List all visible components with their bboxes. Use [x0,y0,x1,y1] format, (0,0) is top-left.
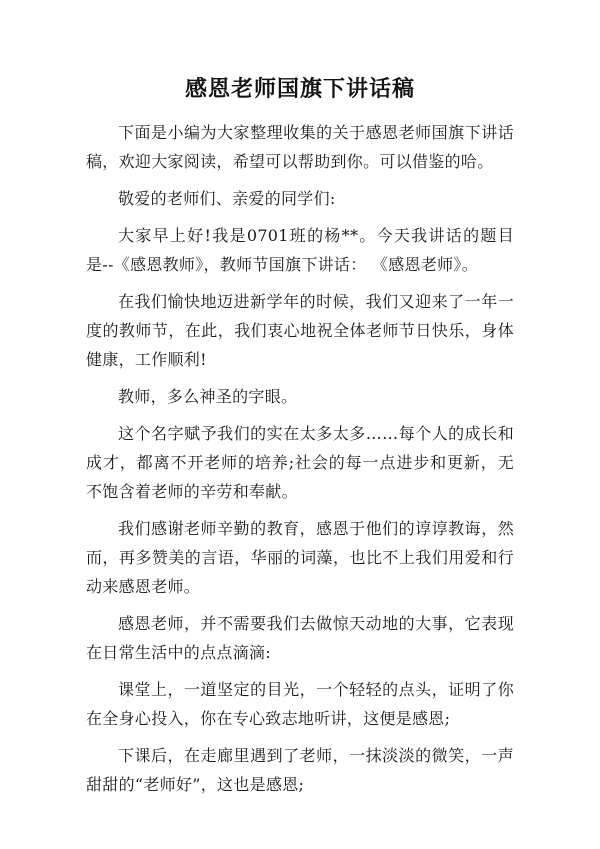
paragraph-sacred-word: 教师，多么神圣的字眼。 [118,387,298,406]
paragraph-in-class: 课堂上，一道坚定的目光，一个轻轻的点头，证明了你在全身心投入，你在专心致志地听讲，这便是感恩; [86,680,514,728]
paragraph-intro: 下面是小编为大家整理收集的关于感恩老师国旗下讲话稿，欢迎大家阅读，希望可以帮助到你。可以借鉴的哈。 [86,123,514,171]
document-title: 感恩老师国旗下讲话稿 [184,76,415,102]
paragraph-greeting: 敬爱的老师们、亲爱的同学们: [118,189,336,208]
paragraph-after-class: 下课后，在走廊里遇到了老师，一抹淡淡的微笑，一声甜甜的“老师好”，这也是感恩; [86,746,514,794]
paragraph-daily-life: 感恩老师，并不需要我们去做惊天动地的大事，它表现在日常生活中的点点滴滴: [86,614,514,662]
paragraph-self-introduction: 大家早上好!我是0701班的杨**。今天我讲话的题目是--《感恩教师》，教师节国旗下讲话： 《感恩老师》。 [86,226,514,274]
paragraph-growth: 这个名字赋予我们的实在太多太多……每个人的成长和成才，都离不开老师的培养;社会的每一点进步和更新，无不饱含着老师的辛劳和奉献。 [86,424,514,501]
paragraph-gratitude: 我们感谢老师辛勤的教育，感恩于他们的谆谆教诲，然而，再多赞美的言语，华丽的词藻，也比不上我们用爱和行动来感恩老师。 [86,519,514,596]
paragraph-teachers-day-wishes: 在我们愉快地迈进新学年的时候，我们又迎来了一年一度的教师节，在此，我们衷心地祝全体老师节日快乐，身体健康，工作顺利! [86,292,514,369]
